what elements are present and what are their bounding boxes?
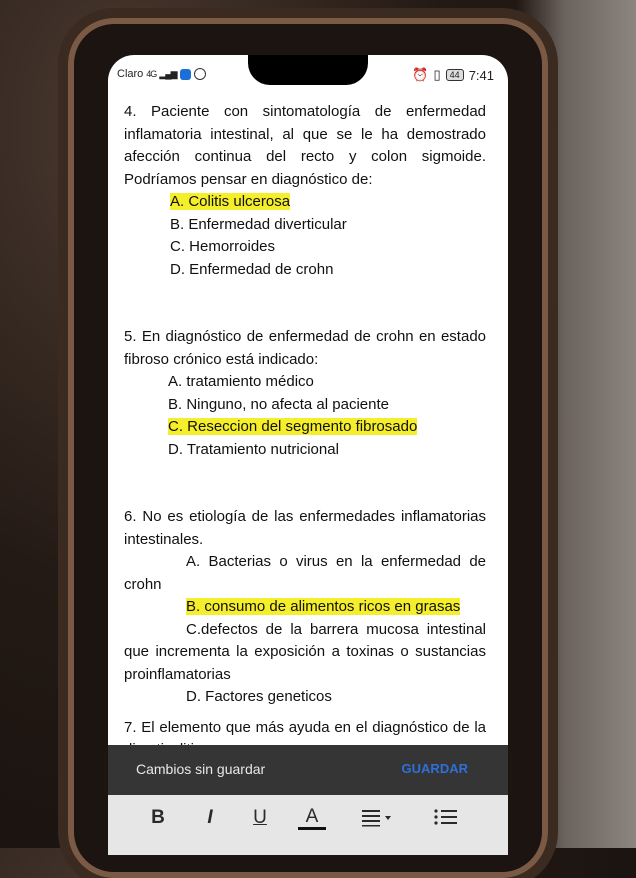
align-icon[interactable] <box>358 807 398 833</box>
question-6-option-b: B. consumo de alimentos ricos en grasas <box>186 598 461 615</box>
question-5-text: 5. En diagnóstico de enfermedad de crohn en estado fibroso crónico está indicado: <box>124 328 486 368</box>
unsaved-changes-label: Cambios sin guardar <box>136 761 266 777</box>
list-icon[interactable] <box>430 807 462 833</box>
alarm-icon: ⏰ <box>412 67 429 82</box>
underline-button[interactable]: U <box>253 807 267 828</box>
carrier-name: Claro <box>117 68 144 80</box>
question-5-option-d: D. Tratamiento nutricional <box>168 440 339 458</box>
question-4-text: 4. Paciente con sintomatología de enfermedad inflamatoria intestinal, al que se le ha demostrado afección continua del recto y colon sigmoide. Podríamos pensar en diagnóstico de: <box>124 103 486 188</box>
question-6-option-d: D. Factores geneticos <box>186 688 332 705</box>
question-7-text: 7. El elemento que más ayuda en el diagnóstico de la <box>124 718 486 736</box>
bold-button[interactable]: B <box>151 807 165 828</box>
question-4-option-d: D. Enfermedad de crohn <box>170 260 334 278</box>
signal-icon: ▂▄▆ <box>159 68 177 79</box>
whatsapp-icon <box>194 68 206 80</box>
vibrate-icon: ▯ <box>433 67 441 82</box>
battery-icon: 44 <box>446 69 464 81</box>
network-label: 4G <box>146 69 157 79</box>
text-color-button[interactable]: A <box>298 807 326 830</box>
question-5-option-b: B. Ninguno, no afecta al paciente <box>168 395 389 413</box>
list-glyph-icon <box>432 807 460 827</box>
question-5-option-a: A. tratamiento médico <box>168 373 314 390</box>
carrier-info <box>117 68 206 80</box>
app-notification-icon <box>180 69 191 80</box>
clock-time: 7:41 <box>468 67 494 83</box>
question-4-option-b: B. Enfermedad diverticular <box>170 215 347 233</box>
status-right <box>412 67 494 83</box>
question-4-option-c: C. Hemorroides <box>170 238 276 255</box>
editor-status-bar <box>108 745 508 795</box>
question-5-option-c: C. Reseccion del segmento fibrosado <box>168 418 418 435</box>
question-4-option-a: A. Colitis ulcerosa <box>170 193 291 210</box>
italic-button[interactable]: I <box>207 807 213 828</box>
align-glyph-icon <box>360 807 396 827</box>
format-toolbar <box>108 795 508 855</box>
question-6-option-a: A. Bacterias o virus en la enfermedad de crohn <box>124 553 486 593</box>
question-6-text: 6. No es etiología de las enfermedades inflamatorias intestinales. <box>124 508 486 548</box>
save-button[interactable]: GUARDAR <box>401 761 468 776</box>
status-bar <box>108 55 508 93</box>
document-body[interactable] <box>124 101 486 762</box>
question-6-option-c: C.defectos de la barrera mucosa intestinal que incrementa la exposición a toxinas o sustancias proinflamatorias <box>124 620 486 683</box>
phone-screen <box>108 55 508 855</box>
